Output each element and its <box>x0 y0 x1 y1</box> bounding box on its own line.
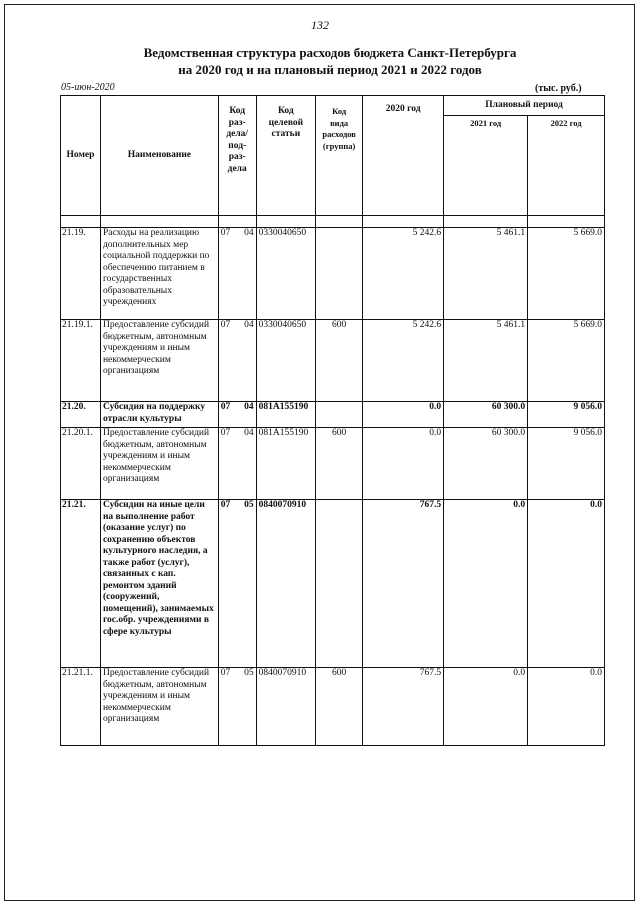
units-label: (тыс. руб.) <box>535 83 582 94</box>
row-2022: 9 056.0 <box>528 428 605 500</box>
table-row <box>61 428 605 500</box>
row-2020: 0.0 <box>363 428 444 500</box>
row-target: 0330040650 <box>256 320 315 402</box>
row-2020: 0.0 <box>363 402 444 428</box>
table-row <box>61 500 605 668</box>
row-2021: 60 300.0 <box>444 428 528 500</box>
row-2022: 5 669.0 <box>528 320 605 402</box>
row-number: 21.21.1. <box>61 668 101 746</box>
row-target: 081A155190 <box>256 428 315 500</box>
row-vid: 600 <box>316 668 363 746</box>
header-razdel <box>218 96 256 216</box>
row-2022: 5 669.0 <box>528 228 605 320</box>
row-name: Предоставление субсидий бюджетным, автономным учреждениям и иным некоммерческим организациям <box>100 428 218 500</box>
row-name: Предоставление субсидий бюджетным, автономным учреждениям и иным некоммерческим организациям <box>100 668 218 746</box>
row-target: 0840070910 <box>256 500 315 668</box>
header-vid-line: вида <box>330 117 349 128</box>
header-2020: 2020 год <box>363 96 444 216</box>
report-date: 05-июн-2020 <box>61 82 115 93</box>
header-target-line: целевой <box>268 117 304 128</box>
row-name: Расходы на реализацию дополнительных мер социальной поддержки по обеспечению питанием в государственных образовательных учреждениях <box>100 228 218 320</box>
row-2020: 5 242.6 <box>363 228 444 320</box>
header-razdel-line: раз- <box>228 152 246 162</box>
header-razdel-line: раз- <box>228 117 246 128</box>
row-name: Субсидии на иные цели на выполнение работ (оказание услуг) по сохранению объектов культурного наследия, а также работ (услуг), связанных с кап. ремонтом зданий (сооружений, помещений), занимаемых гос.обр. учреждениями в сфере культуры <box>100 500 218 668</box>
row-2022: 9 056.0 <box>528 402 605 428</box>
row-2021: 0.0 <box>444 500 528 668</box>
row-vid <box>316 500 363 668</box>
header-target <box>256 96 315 216</box>
row-2020: 767.5 <box>363 500 444 668</box>
row-target: 081A155190 <box>256 402 315 428</box>
header-vid-line: Код <box>332 106 347 116</box>
header-2021: 2021 год <box>444 116 528 216</box>
row-2020: 767.5 <box>363 668 444 746</box>
row-number: 21.21. <box>61 500 101 668</box>
table-row <box>61 320 605 402</box>
header-vid-line: (группа) <box>322 140 356 151</box>
row-razdel: 07 04 <box>218 428 256 500</box>
spacer-row <box>61 216 605 228</box>
row-vid <box>316 228 363 320</box>
header-vid <box>316 96 363 216</box>
row-2020: 5 242.6 <box>363 320 444 402</box>
row-number: 21.19. <box>61 228 101 320</box>
table-row <box>61 402 605 428</box>
row-razdel: 07 04 <box>218 228 256 320</box>
row-2021: 5 461.1 <box>444 320 528 402</box>
header-number: Номер <box>61 96 101 216</box>
row-2021: 0.0 <box>444 668 528 746</box>
page-number: 132 <box>311 18 329 32</box>
row-2021: 60 300.0 <box>444 402 528 428</box>
row-vid <box>316 402 363 428</box>
title-line-1: Ведомственная структура расходов бюджета Санкт-Петербурга <box>143 45 517 60</box>
row-vid: 600 <box>316 320 363 402</box>
row-razdel: 07 05 <box>218 500 256 668</box>
row-2022: 0.0 <box>528 500 605 668</box>
table-row <box>61 668 605 746</box>
header-target-line: статьи <box>271 129 301 139</box>
row-razdel: 07 05 <box>218 668 256 746</box>
table-row <box>61 228 605 320</box>
header-target-line: Код <box>278 106 294 116</box>
header-razdel-line: дела/ <box>226 129 249 139</box>
header-razdel-line: дела <box>227 163 247 174</box>
header-plan-period: Плановый период <box>444 96 605 116</box>
budget-table <box>60 95 605 746</box>
title-line-2: на 2020 год и на плановый период 2021 и 2022 годов <box>178 62 482 77</box>
header-razdel-line: под- <box>228 140 247 151</box>
document-title <box>60 44 600 78</box>
row-razdel: 07 04 <box>218 402 256 428</box>
row-2021: 5 461.1 <box>444 228 528 320</box>
header-vid-line: расходов <box>322 129 356 139</box>
row-name: Субсидия на поддержку отрасли культуры <box>100 402 218 428</box>
row-number: 21.19.1. <box>61 320 101 402</box>
row-razdel: 07 04 <box>218 320 256 402</box>
header-name: Наименование <box>100 96 218 216</box>
row-target: 0330040650 <box>256 228 315 320</box>
row-number: 21.20. <box>61 402 101 428</box>
header-razdel-line: Код <box>229 106 246 116</box>
row-target: 0840070910 <box>256 668 315 746</box>
row-name: Предоставление субсидий бюджетным, автономным учреждениям и иным некоммерческим организациям <box>100 320 218 402</box>
row-number: 21.20.1. <box>61 428 101 500</box>
header-2022: 2022 год <box>528 116 605 216</box>
row-2022: 0.0 <box>528 668 605 746</box>
row-vid: 600 <box>316 428 363 500</box>
